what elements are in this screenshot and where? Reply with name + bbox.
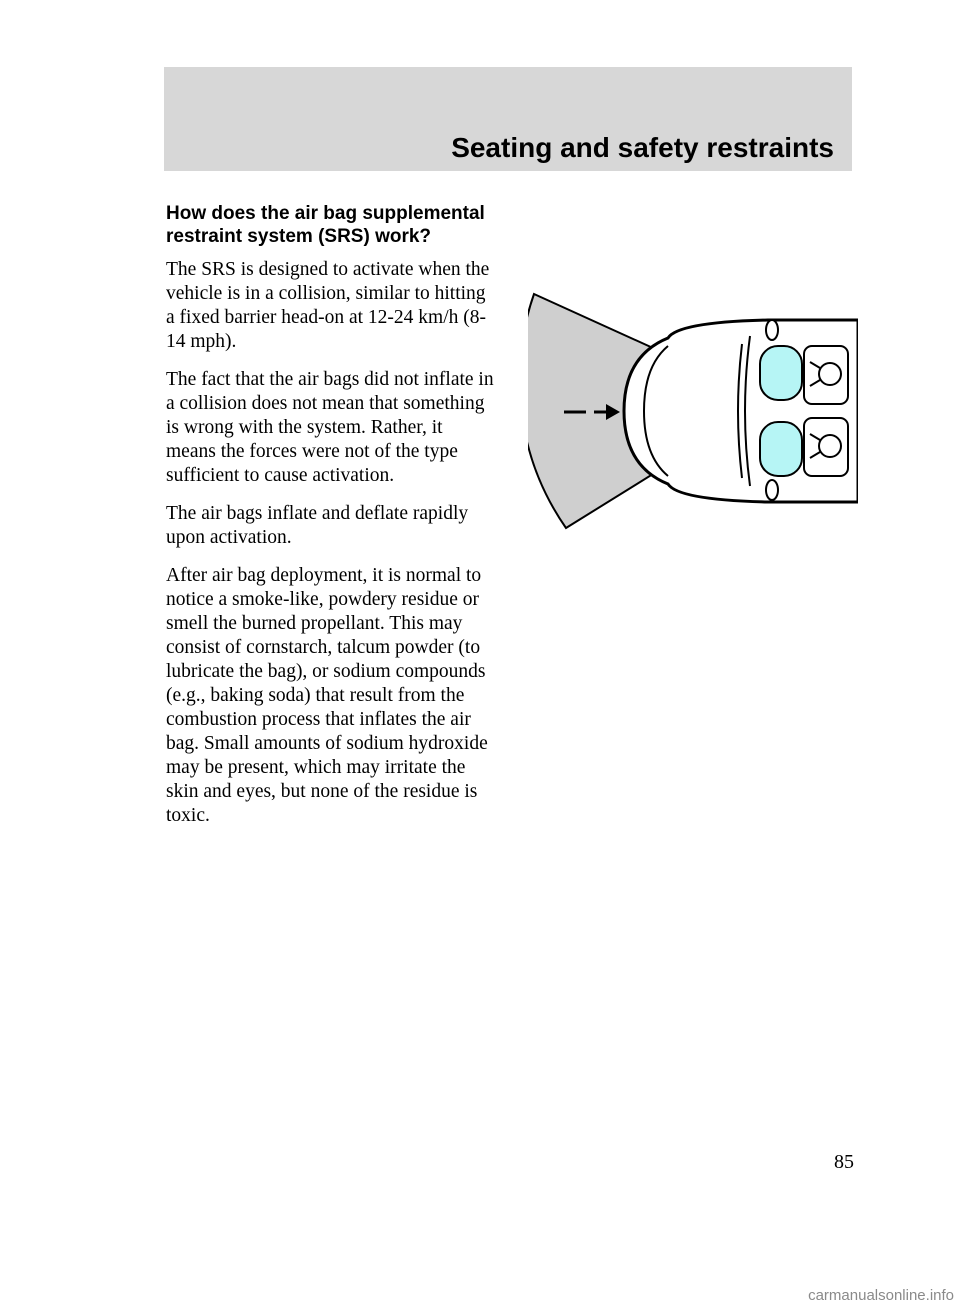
paragraph-inflate-deflate: The air bags inflate and deflate rapidly upon activation. [166,503,469,548]
main-content [166,202,496,842]
paragraph-activation: The SRS is designed to activate when the vehicle is in a collision, similar to hitting a fixed barrier head-on at 12-24 km/h (8-14 mph). [166,259,490,352]
watermark: carmanualsonline.info [808,1287,954,1304]
mirror-top [766,320,778,340]
page-number: 85 [834,1151,854,1173]
header-band [164,67,852,171]
paragraph-residue: After air bag deployment, it is normal to notice a smoke-like, powdery residue or smell the burned propellant. This may consist of cornstarch, talcum powder (to lubricate the bag), or sodium compounds (e.g., baking soda) that result from the combustion process that inflates the air bag. Small amounts of sodium hydroxide may be present, which may irritate the skin and eyes, but none of the residue is toxic. [166,565,488,826]
section-heading: How does the air bag supplemental restraint system (SRS) work? [166,203,485,247]
page-title: Seating and safety restraints [451,132,834,163]
paragraph-no-inflation: The fact that the air bags did not inflate in a collision does not mean that something is wrong with the system. Rather, it means the forces were not of the type sufficient to cause activation. [166,369,494,486]
vehicle-icon [624,320,858,502]
occupant-head-bottom [819,435,841,457]
airbag-passenger [760,422,802,476]
airbag-driver [760,346,802,400]
airbag-illustration [528,286,858,536]
occupant-head-top [819,363,841,385]
mirror-bottom [766,480,778,500]
